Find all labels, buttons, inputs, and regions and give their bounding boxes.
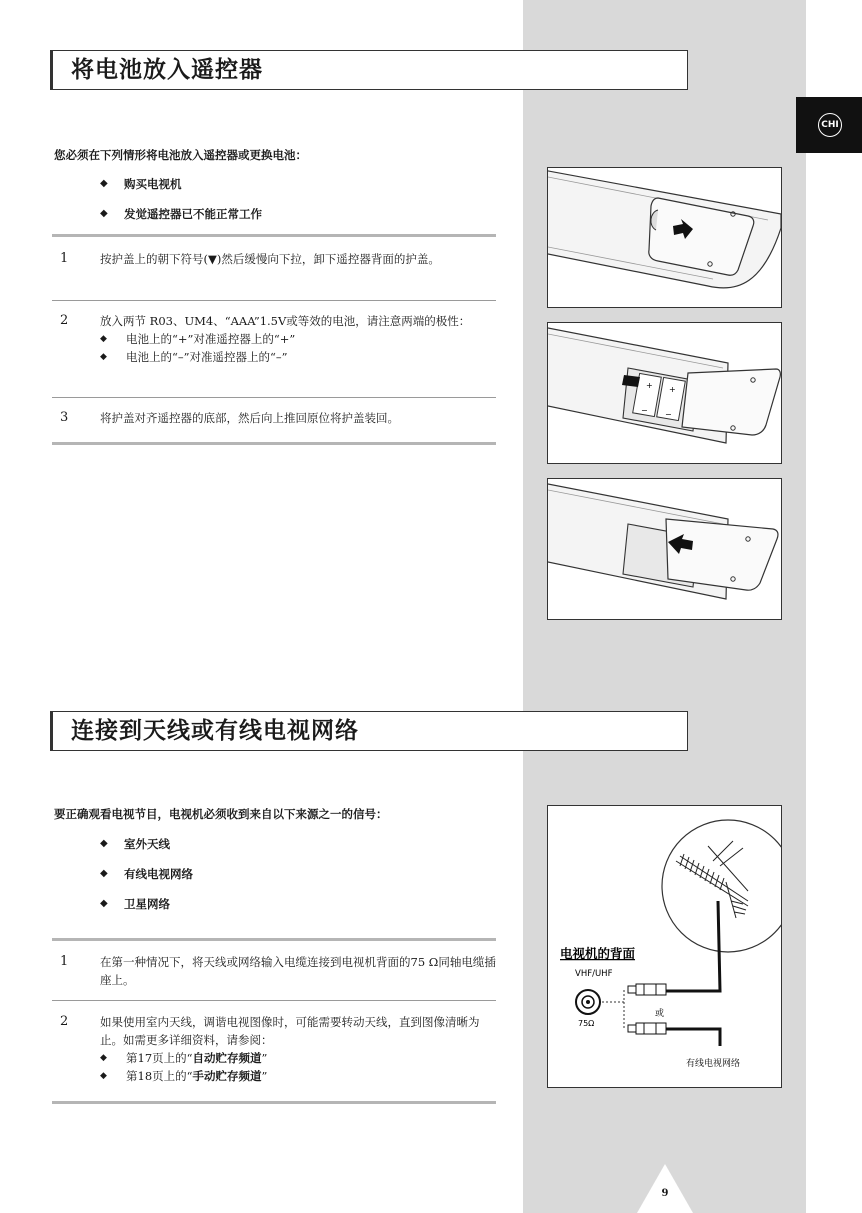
bullet-diamond-icon: ◆ xyxy=(100,208,108,219)
figure-remote-cover-removal xyxy=(547,167,782,308)
page-number-marker xyxy=(637,1164,693,1213)
figure-cover-replacement xyxy=(547,478,782,620)
step-3: 3 将护盖对齐遥控器的底部，然后向上推回原位将护盖装回。 xyxy=(60,410,399,425)
bullet-item: ◆ 卫星网络 xyxy=(100,897,170,911)
divider xyxy=(52,234,496,237)
coax-plug-icon xyxy=(628,984,666,995)
bullet-diamond-icon: ◆ xyxy=(100,1071,107,1081)
language-badge: CHI xyxy=(818,113,842,137)
coax-plug-icon xyxy=(628,1023,666,1034)
section2-bullets xyxy=(100,836,193,926)
step-number: 1 xyxy=(60,954,69,969)
section-title-batteries: 将电池放入遥控器 xyxy=(50,50,688,90)
bullet-diamond-icon: ◆ xyxy=(100,178,108,189)
step-number: 2 xyxy=(60,313,69,328)
bullet-item: ◆ 室外天线 xyxy=(100,837,170,851)
sub-bullet: ◆ 第18页上的“手动贮存频道” xyxy=(100,1069,268,1083)
section1-intro: 您必须在下列情形将电池放入遥控器或更换电池： xyxy=(54,148,307,162)
antenna-step-1: 1 在第一种情况下，将天线或网络输入电缆连接到电视机背面的75 Ω同轴电缆插座上。 xyxy=(60,954,496,987)
figure-antenna-connection xyxy=(547,805,782,1088)
svg-text:−: − xyxy=(641,406,648,415)
antenna-connection-diagram xyxy=(548,806,781,1087)
bullet-diamond-icon: ◆ xyxy=(100,334,107,344)
remote-illustration-3 xyxy=(548,479,781,619)
bullet-diamond-icon: ◆ xyxy=(100,1053,107,1063)
bullet-item: ◆ 购买电视机 xyxy=(100,177,182,191)
sub-bullet: ◆ 电池上的“+”对准遥控器上的“+” xyxy=(100,332,296,346)
vhf-uhf-label: VHF/UHF xyxy=(575,969,613,979)
figure-battery-insertion xyxy=(547,322,782,464)
svg-text:−: − xyxy=(665,410,672,419)
svg-text:+: + xyxy=(669,385,676,394)
step-number: 1 xyxy=(60,251,69,266)
down-arrow-symbol-icon: ▼ xyxy=(208,252,217,266)
sub-bullet: ◆ 电池上的“–”对准遥控器上的“–” xyxy=(100,350,288,364)
bullet-item: ◆ 发觉遥控器已不能正常工作 xyxy=(100,207,262,221)
bullet-diamond-icon: ◆ xyxy=(100,352,107,362)
bullet-item: ◆ 有线电视网络 xyxy=(100,867,193,881)
section1-bullets xyxy=(100,176,262,236)
divider xyxy=(52,1101,496,1104)
cable-network-label: 有线电视网络 xyxy=(686,1059,741,1069)
bullet-diamond-icon: ◆ xyxy=(100,838,108,849)
divider xyxy=(52,1000,496,1001)
divider xyxy=(52,442,496,445)
divider xyxy=(52,938,496,941)
remote-illustration-1 xyxy=(548,168,781,307)
or-label: 或 xyxy=(655,1009,665,1019)
section-title-antenna: 连接到天线或有线电视网络 xyxy=(50,711,688,751)
page-number: 9 xyxy=(661,1188,669,1199)
divider xyxy=(52,397,496,398)
step-number: 3 xyxy=(60,410,69,425)
step-2: 2 放入两节 R03、UM4、“AAA”1.5V或等效的电池，请注意两端的极性： ◆ 电池上的“+”对准遥控器上的“+” ◆ 电池上的“–”对准遥控器上的“–” xyxy=(60,312,500,366)
sub-bullet: ◆ 第17页上的“自动贮存频道” xyxy=(100,1051,268,1065)
bullet-diamond-icon: ◆ xyxy=(100,868,108,879)
step-number: 2 xyxy=(60,1014,69,1029)
antenna-step-2: 2 如果使用室内天线，调谐电视图像时，可能需要转动天线，直到图像清晰为止。如需更多详细资料，请参阅： ◆ 第17页上的“自动贮存频道” ◆ 第18页上的“手动贮存频道” xyxy=(60,1013,500,1085)
tv-back-label: 电视机的背面 xyxy=(560,946,636,961)
ohm-label: 75Ω xyxy=(578,1019,595,1028)
bullet-diamond-icon: ◆ xyxy=(100,898,108,909)
remote-illustration-2 xyxy=(548,323,781,463)
divider xyxy=(52,300,496,301)
step-1: 1 按护盖上的朝下符号(▼)然后缓慢向下拉，卸下遥控器背面的护盖。 xyxy=(60,251,440,266)
svg-text:+: + xyxy=(646,381,653,390)
section2-intro: 要正确观看电视节目，电视机必须收到来自以下来源之一的信号： xyxy=(54,807,388,821)
